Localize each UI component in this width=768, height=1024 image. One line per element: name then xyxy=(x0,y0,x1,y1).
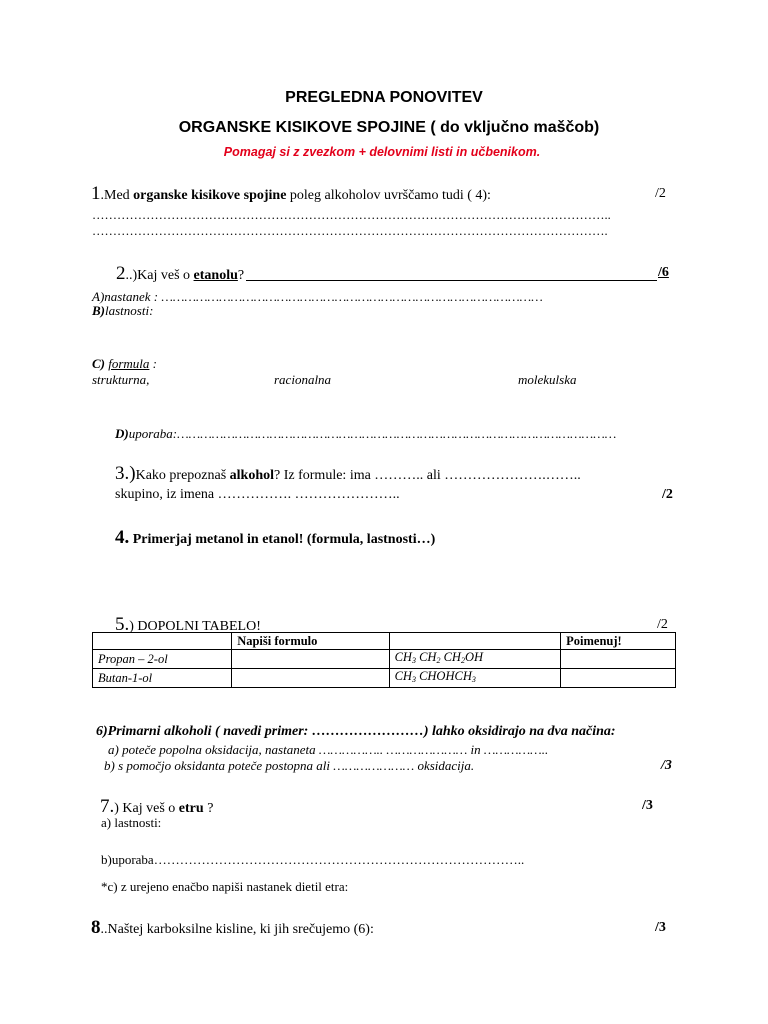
table-cell-formula: $CH_3$ $CHOHCH_3$ xyxy=(389,669,561,688)
q2-number: 2 xyxy=(116,263,126,284)
q3-points: /2 xyxy=(662,487,673,502)
q1-answer-line-2[interactable]: ……………………………………………………………………………………………………………. xyxy=(92,224,608,238)
table-header-row xyxy=(93,633,676,650)
q6-a[interactable]: a) poteče popolna oksidacija, nastaneta …………….. ………………… in …………….. xyxy=(108,742,549,757)
q3-line-2[interactable]: skupino, iz imena ……………. ………………….. xyxy=(115,487,400,502)
question-7: 7.) Kaj veš o etru ? xyxy=(100,796,214,817)
q7-points: /3 xyxy=(642,798,653,813)
table-row xyxy=(93,669,676,688)
title-line-1: PREGLEDNA PONOVITEV xyxy=(285,89,483,106)
q4-number: 4. xyxy=(115,527,130,548)
q2-underline xyxy=(246,280,657,281)
question-3[interactable]: 3.)Kako prepoznaš alkohol? Iz formule: ima ……….. ali ………………….…….. xyxy=(115,463,581,484)
table-cell-input[interactable] xyxy=(561,669,676,688)
table-cell-name: Propan – 2-ol xyxy=(93,650,232,669)
q3-number: 3.) xyxy=(115,463,136,484)
question-8: 8..Naštej karboksilne kisline, ki jih srečujemo (6): xyxy=(91,917,374,938)
q6-number: 6) xyxy=(96,724,108,739)
table-header-cell xyxy=(389,633,561,650)
q7-c[interactable]: *c) z urejeno enačbo napiši nastanek dietil etra: xyxy=(101,879,349,894)
question-2: 2..)Kaj veš o etanolu? xyxy=(116,263,245,284)
q7-b[interactable]: b)uporaba………………………………………………………………………….. xyxy=(101,852,525,867)
question-1: 1.Med organske kisikove spojine poleg alkoholov uvrščamo tudi ( 4): xyxy=(91,183,491,204)
q6-b[interactable]: b) s pomočjo oksidanta poteče postopna ali ………………… oksidacija. xyxy=(104,758,475,773)
q2-b-lastnosti[interactable]: B)lastnosti: xyxy=(92,303,154,318)
q2-c-racionalna: racionalna xyxy=(274,372,332,387)
table-cell-input[interactable] xyxy=(561,650,676,669)
hint-text: Pomagaj si z zvezkom + delovnimi listi in učbenikom. xyxy=(223,145,541,159)
q2-a-nastanek[interactable]: A)nastanek : ……………………………………………………………………………………… xyxy=(92,289,543,304)
table-cell-input[interactable] xyxy=(232,650,389,669)
table-row xyxy=(93,650,676,669)
question-6[interactable]: 6)Primarni alkoholi ( navedi primer: ……………………) lahko oksidirajo na dva načina: xyxy=(96,724,616,739)
q2-c-formula: C) formula : xyxy=(92,356,158,371)
question-4: 4. Primerjaj metanol in etanol! (formula, lastnosti…) xyxy=(115,527,436,548)
question-5: 5.) DOPOLNI TABELO! xyxy=(115,614,261,635)
q2-c-strukturna: strukturna, xyxy=(92,372,150,387)
table-cell-name: Butan-1-ol xyxy=(93,669,232,688)
q6-points: /3 xyxy=(661,758,672,773)
q5-number: 5. xyxy=(115,614,130,635)
q1-answer-line-1[interactable]: …………………………………………………………………………………………………………….. xyxy=(92,208,611,222)
q5-points: /2 xyxy=(657,617,668,632)
q7-a[interactable]: a) lastnosti: xyxy=(101,815,162,830)
q2-points: /6 xyxy=(658,265,669,280)
table-header-formula: Napiši formulo xyxy=(232,633,389,650)
table-header-cell xyxy=(93,633,232,650)
q7-number: 7. xyxy=(100,796,115,817)
q8-number: 8 xyxy=(91,917,101,938)
table-header-poimenuj: Poimenuj! xyxy=(561,633,676,650)
q1-points: /2 xyxy=(655,186,666,201)
q1-number: 1 xyxy=(91,183,101,204)
title-line-2: ORGANSKE KISIKOVE SPOJINE ( do vključno maščob) xyxy=(178,119,600,136)
table-cell-input[interactable] xyxy=(232,669,389,688)
q8-points: /3 xyxy=(655,920,666,935)
table-cell-formula: $CH_3$ $CH_2$ $CH_2OH$ xyxy=(389,650,561,669)
formula-table xyxy=(92,632,676,688)
q2-c-molekulska: molekulska xyxy=(518,372,577,387)
q2-d-uporaba[interactable]: D)uporaba:…………………………………………………………………………………………………… xyxy=(115,426,617,441)
